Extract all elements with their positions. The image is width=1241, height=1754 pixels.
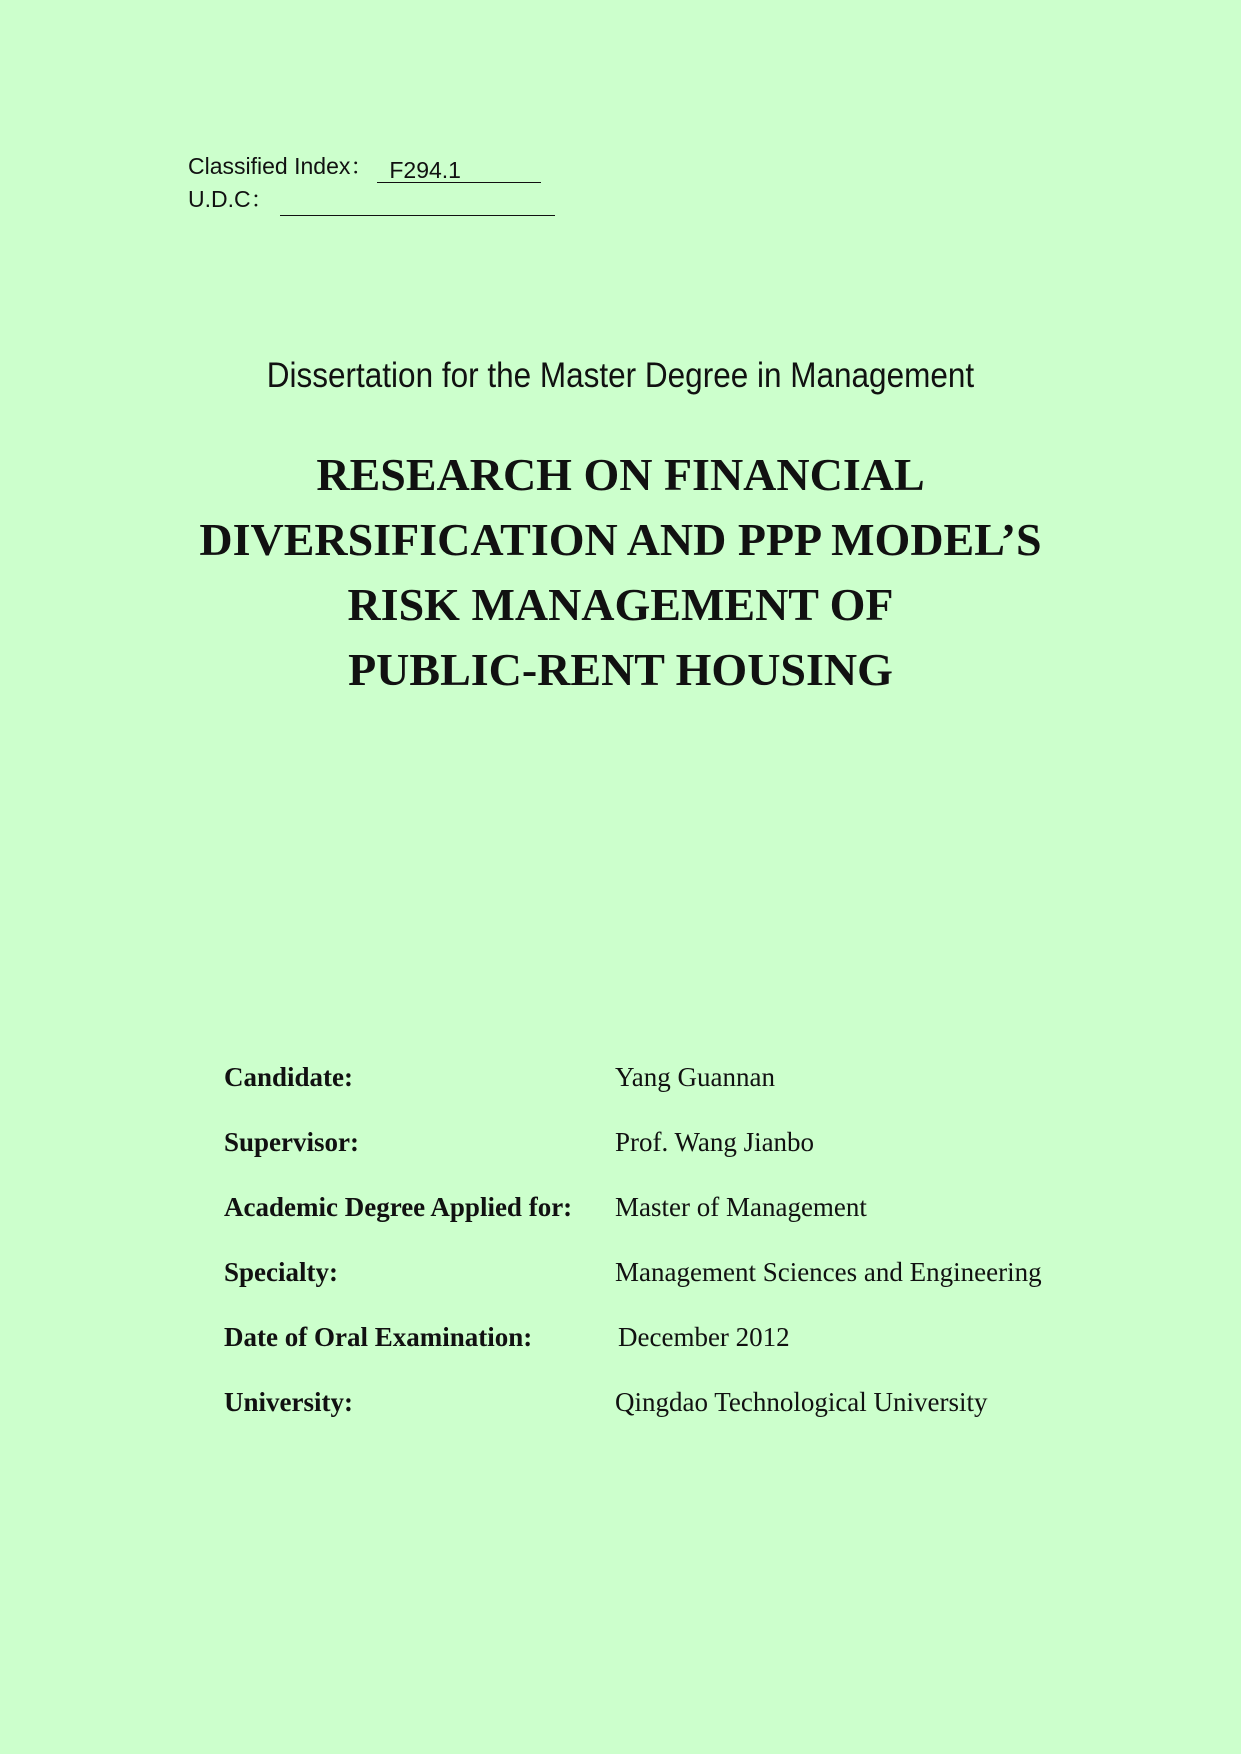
supervisor-value: Prof. Wang Jianbo	[615, 1127, 815, 1157]
classified-index-row	[188, 150, 555, 183]
title-line: PUBLIC-RENT HOUSING	[348, 644, 893, 695]
exam-date-label: Date of Oral Examination:	[224, 1322, 533, 1352]
udc-value	[280, 190, 555, 216]
degree-value: Master of Management	[615, 1192, 867, 1222]
udc-label: U.D.C：	[188, 186, 274, 212]
specialty-label: Specialty:	[224, 1257, 338, 1287]
info-row-supervisor	[224, 1127, 1042, 1192]
candidate-value: Yang Guannan	[615, 1062, 775, 1092]
title-line: DIVERSIFICATION AND PPP MODEL’S	[199, 514, 1042, 565]
udc-row	[188, 183, 555, 216]
info-row-specialty	[224, 1257, 1042, 1322]
info-row-degree	[224, 1192, 1042, 1257]
supervisor-label: Supervisor:	[224, 1127, 359, 1157]
exam-date-value: December 2012	[618, 1322, 790, 1352]
degree-label: Academic Degree Applied for:	[224, 1192, 573, 1222]
classification-block	[188, 150, 555, 216]
classified-index-value: F294.1	[377, 157, 541, 183]
degree-subtitle: Dissertation for the Master Degree in Management	[266, 356, 975, 395]
candidate-label: Candidate:	[224, 1062, 354, 1092]
specialty-value: Management Sciences and Engineering	[615, 1257, 1042, 1287]
classified-index-label: Classified Index：	[188, 153, 374, 179]
university-label: University:	[224, 1387, 353, 1417]
title-line: RESEARCH ON FINANCIAL	[316, 449, 925, 500]
university-value: Qingdao Technological University	[615, 1387, 988, 1417]
title-line: RISK MANAGEMENT OF	[347, 579, 894, 630]
info-row-exam-date	[224, 1322, 1042, 1387]
candidate-info-table	[224, 1062, 1042, 1452]
dissertation-title	[0, 442, 1241, 702]
info-row-university	[224, 1387, 1042, 1452]
info-row-candidate	[224, 1062, 1042, 1127]
